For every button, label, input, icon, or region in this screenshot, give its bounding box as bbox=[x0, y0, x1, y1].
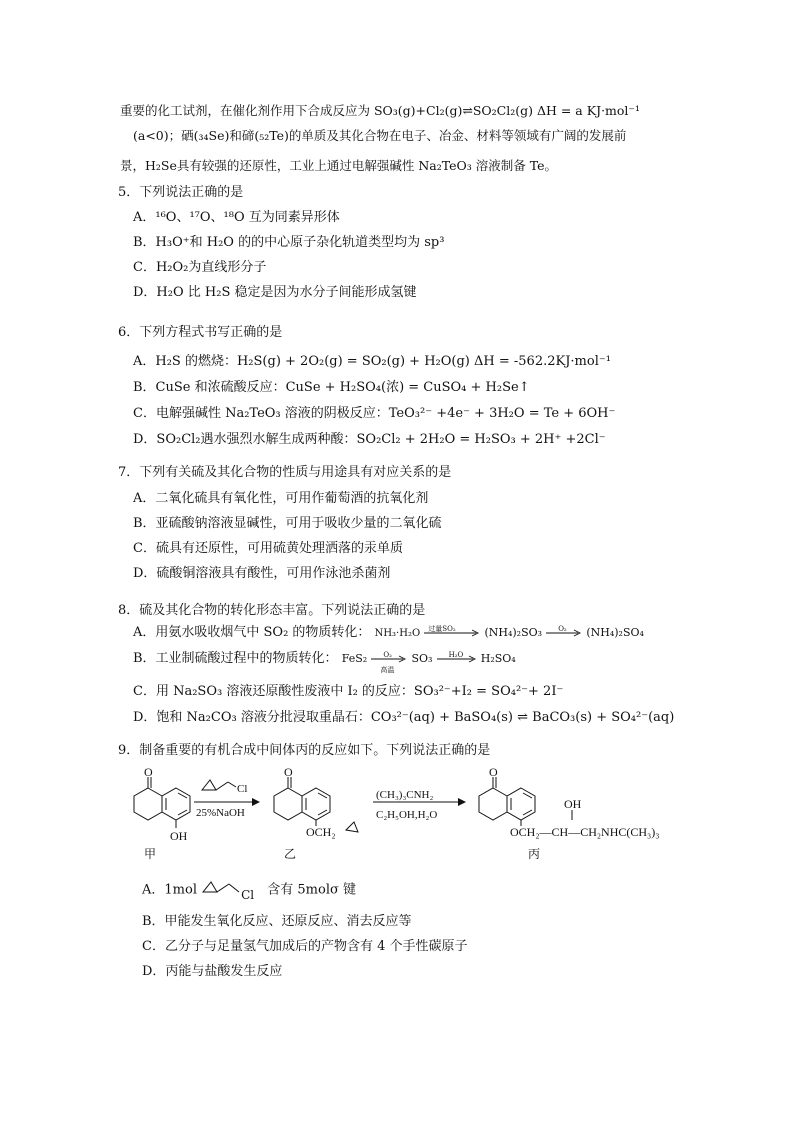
q9-a-epoxide-structure bbox=[201, 878, 263, 902]
q8-b-reactant: FeS₂ bbox=[341, 652, 368, 665]
q6-option-b: B．CuSe 和浓硫酸反应：CuSe + H₂SO₄(浓) = CuSO₄ + H₂Se↑ bbox=[133, 380, 530, 395]
q8-b-condition-2: H₂O bbox=[448, 650, 464, 659]
q8-a-product-1: (NH₄)₂SO₃ bbox=[484, 626, 543, 639]
q9-option-c: C．乙分子与足量氢气加成后的产物含有 4 个手性碳原子 bbox=[142, 939, 468, 954]
q8-b-product-2: H₂SO₄ bbox=[480, 652, 516, 665]
q5-option-d: D．H₂O 比 H₂S 稳定是因为水分子间能形成氢键 bbox=[133, 285, 417, 300]
q8-option-a bbox=[133, 624, 644, 643]
intro-line-3: 景，H₂Se具有较强的还原性，工业上通过电解强碱性 Na₂TeO₃ 溶液制备 Te。 bbox=[120, 158, 557, 173]
yi-epoxide-ring bbox=[346, 822, 358, 832]
jia-oh-label: OH bbox=[170, 829, 188, 843]
q8-option-d: D．饱和 Na₂CO₃ 溶液分批浸取重晶石：CO₃²⁻(aq) + BaSO₄(s) ⇌ BaCO₃(s) + SO₄²⁻(aq) bbox=[133, 710, 675, 725]
label-jia: 甲 bbox=[144, 847, 157, 860]
q7-option-d: D．硫酸铜溶液具有酸性，可用作泳池杀菌剂 bbox=[133, 566, 391, 581]
q5-option-b: B．H₃O⁺和 H₂O 的的中心原子杂化轨道类型均为 sp³ bbox=[133, 235, 445, 250]
q9-a-suffix: 含有 5molσ 键 bbox=[267, 882, 356, 898]
intro-line-1: 重要的化工试剂，在催化剂作用下合成反应为 SO₃(g)+Cl₂(g)⇌SO₂Cl₂(g) ΔH = a KJ·mol⁻¹ bbox=[120, 103, 641, 118]
label-yi: 乙 bbox=[284, 847, 297, 860]
q9-reaction-scheme bbox=[118, 768, 688, 860]
q8-b-product-1: SO₃ bbox=[411, 652, 433, 665]
reagent-solvent: C₂H₅OH,H₂O bbox=[376, 809, 438, 821]
q5-stem: 5．下列说法正确的是 bbox=[118, 185, 244, 200]
arrow-right-icon bbox=[458, 798, 466, 806]
reagent-epoxide-ring bbox=[202, 780, 216, 790]
bing-oh-label: OH bbox=[564, 797, 582, 811]
arrow-right-icon bbox=[371, 652, 407, 666]
q6-option-c: C．电解强碱性 Na₂TeO₃ 溶液的阴极反应：TeO₃²⁻ +4e⁻ + 3H₂O = Te + 6OH⁻ bbox=[133, 406, 616, 421]
q8-a-product-2: (NH₄)₂SO₄ bbox=[586, 626, 644, 639]
reagent-naoh: 25%NaOH bbox=[196, 807, 245, 819]
arrow-right-icon bbox=[252, 798, 260, 806]
q8-stem: 8．硫及其化合物的转化形态丰富。下列说法正确的是 bbox=[118, 603, 426, 618]
q8-option-b bbox=[133, 650, 516, 674]
q8-a-condition-2: O₂ bbox=[558, 624, 567, 633]
q5-option-c: C．H₂O₂为直线形分子 bbox=[133, 260, 267, 275]
q8-a-reactant: NH₃·H₂O bbox=[374, 628, 421, 639]
q8-b-arrow-2 bbox=[437, 652, 477, 666]
yi-ether-label: OCH₂ bbox=[306, 825, 336, 839]
q7-option-c: C．硫具有还原性，可用硫黄处理洒落的汞单质 bbox=[133, 541, 403, 556]
jia-saturated-ring bbox=[134, 788, 162, 820]
intro-line-2: (a<0)；硒(₃₄Se)和碲(₅₂Te)的单质及其化合物在电子、冶金、材料等领域有广阔的发展前 bbox=[133, 128, 627, 143]
q5-option-a: A．¹⁶O、¹⁷O、¹⁸O 互为同素异形体 bbox=[133, 210, 340, 225]
q9-stem: 9．制备重要的有机合成中间体丙的反应如下。下列说法正确的是 bbox=[118, 743, 491, 758]
q8-b-condition-top: O₂ bbox=[383, 650, 392, 659]
q6-option-d: D．SO₂Cl₂遇水强烈水解生成两种酸：SO₂Cl₂ + 2H₂O = H₂SO₃ + 2H⁺ +2Cl⁻ bbox=[133, 432, 606, 447]
arrow-right-icon bbox=[437, 652, 477, 666]
q9-option-d: D．丙能与盐酸发生反应 bbox=[142, 964, 283, 979]
q6-option-a: A．H₂S 的燃烧：H₂S(g) + 2O₂(g) = SO₂(g) + H₂O(g) ΔH = -562.2KJ·mol⁻¹ bbox=[133, 354, 611, 369]
reagent-cl: Cl bbox=[237, 783, 248, 795]
q9-option-a bbox=[142, 878, 356, 902]
q7-option-b: B．亚硫酸钠溶液显碱性，可用于吸收少量的二氧化硫 bbox=[133, 516, 442, 531]
bing-saturated-ring bbox=[479, 788, 507, 820]
arrow-right-icon bbox=[546, 626, 582, 640]
q7-stem: 7．下列有关硫及其化合物的性质与用途具有对应关系的是 bbox=[118, 465, 452, 480]
label-bing: 丙 bbox=[528, 847, 541, 860]
q9-a-cl: Cl bbox=[241, 888, 255, 902]
q8-option-c: C．用 Na₂SO₃ 溶液还原酸性废液中 I₂ 的反应：SO₃²⁻+I₂ = SO₄²⁻+ 2I⁻ bbox=[133, 684, 564, 699]
q8-b-arrow-1 bbox=[371, 650, 407, 674]
q8-a-prefix: A．用氨水吸收烟气中 SO₂ 的物质转化： bbox=[133, 625, 371, 640]
q8-b-prefix: B．工业制硫酸过程中的物质转化： bbox=[133, 651, 338, 666]
arrow-right-icon bbox=[424, 626, 480, 640]
q9-option-b: B．甲能发生氧化反应、还原反应、消去反应等 bbox=[142, 914, 412, 929]
jia-oxygen: O bbox=[144, 768, 153, 779]
q7-option-a: A．二氧化硫具有氧化性，可用作葡萄酒的抗氧化剂 bbox=[133, 491, 429, 506]
reagent-amine: (CH₃)₃CNH₂ bbox=[376, 789, 434, 801]
q8-a-arrow-1 bbox=[424, 626, 480, 640]
q9-a-prefix: A．1mol bbox=[142, 882, 197, 898]
q6-stem: 6．下列方程式书写正确的是 bbox=[118, 325, 283, 340]
q8-b-condition-bottom: 高温 bbox=[380, 665, 395, 674]
bing-oxygen: O bbox=[489, 768, 498, 779]
reaction-scheme-svg bbox=[118, 768, 688, 860]
bing-side-chain: OCH₂—CH—CH₂NHC(CH₃)₃ bbox=[510, 825, 660, 839]
yi-oxygen: O bbox=[284, 768, 293, 779]
yi-saturated-ring bbox=[274, 788, 302, 820]
q8-a-arrow-2 bbox=[546, 626, 582, 640]
q8-a-condition-1: 过量SO₂ bbox=[428, 624, 456, 633]
